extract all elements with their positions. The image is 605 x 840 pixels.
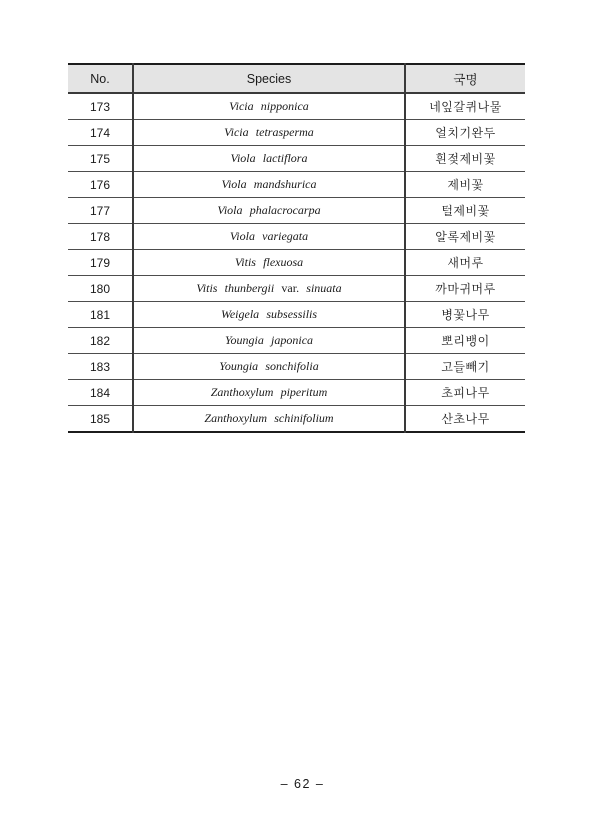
- table-row: [68, 276, 525, 302]
- row-number-cell: 182: [68, 328, 133, 354]
- species-name-italic: Vicia tetrasperma: [224, 125, 314, 139]
- table-row: [68, 224, 525, 250]
- row-number-cell: 183: [68, 354, 133, 380]
- table-row: [68, 354, 525, 380]
- species-name-italic: Vicia nipponica: [229, 99, 309, 113]
- korean-name-cell: 고들빼기: [405, 354, 525, 380]
- korean-name-cell: 털제비꽃: [405, 198, 525, 224]
- species-name-italic: Viola mandshurica: [221, 177, 317, 191]
- table-row: [68, 302, 525, 328]
- row-number-cell: 175: [68, 146, 133, 172]
- species-name-italic: sinuata: [306, 281, 342, 295]
- row-number-cell: 184: [68, 380, 133, 406]
- species-name-italic: Vitis flexuosa: [234, 255, 304, 269]
- korean-name-cell: 흰젖제비꽃: [405, 146, 525, 172]
- species-name-cell: [133, 172, 405, 198]
- korean-name-cell: 얼치기완두: [405, 120, 525, 146]
- row-number-cell: 178: [68, 224, 133, 250]
- species-name-cell: [133, 328, 405, 354]
- row-number-cell: 173: [68, 93, 133, 120]
- korean-name-cell: 병꽃나무: [405, 302, 525, 328]
- row-number-cell: 177: [68, 198, 133, 224]
- korean-name-cell: 산초나무: [441, 412, 490, 426]
- korean-name-cell: 알록제비꽃: [405, 224, 525, 250]
- row-number-cell: 174: [68, 120, 133, 146]
- table-row: [68, 406, 525, 433]
- table-row: [68, 146, 525, 172]
- species-name-cell: [133, 406, 405, 433]
- row-number-cell: 181: [68, 302, 133, 328]
- species-name-cell: [133, 93, 405, 120]
- species-name-italic: Weigela subsessilis: [220, 307, 318, 321]
- page-number: – 62 –: [280, 777, 325, 791]
- species-name-italic: Viola phalacrocarpa: [217, 203, 321, 217]
- species-name-italic: Youngia sonchifolia: [219, 359, 319, 373]
- table-row: [68, 120, 525, 146]
- species-name-cell: [133, 146, 405, 172]
- row-number-cell: 179: [68, 250, 133, 276]
- species-name-cell: [133, 354, 405, 380]
- species-name-italic: Youngia japonica: [224, 333, 314, 347]
- header-korean-name: 국명: [405, 64, 525, 93]
- korean-name-cell: 초피나무: [405, 380, 525, 406]
- row-number-cell: 180: [68, 276, 133, 302]
- species-name-italic: Zanthoxylum schinifolium: [204, 411, 334, 425]
- korean-name-cell: 제비꽃: [405, 172, 525, 198]
- species-name-cell: [133, 276, 405, 302]
- korean-name-cell: 까마귀머루: [405, 276, 525, 302]
- row-number-cell: 176: [68, 172, 133, 198]
- table-row: [68, 172, 525, 198]
- korean-name-cell: 네잎갈퀴나물: [405, 93, 525, 120]
- table-row: [68, 250, 525, 276]
- table-row: [68, 93, 525, 120]
- species-table: [68, 63, 525, 433]
- species-name-cell: [133, 380, 405, 406]
- species-name-italic: Vitis thunbergii: [196, 281, 275, 295]
- species-name-cell: [133, 250, 405, 276]
- species-name-italic: Viola variegata: [229, 229, 309, 243]
- species-name-roman: var.: [281, 281, 300, 295]
- table-row: [68, 328, 525, 354]
- species-name-cell: [133, 120, 405, 146]
- species-name-cell: [133, 302, 405, 328]
- korean-name-cell: 뽀리뱅이: [405, 328, 525, 354]
- header-no: No.: [68, 64, 133, 93]
- korean-name-cell: 새머루: [405, 250, 525, 276]
- table-body: [68, 93, 525, 432]
- species-name-italic: Viola lactiflora: [230, 151, 308, 165]
- table-row: [68, 198, 525, 224]
- table-header-row: [68, 64, 525, 93]
- table-row: [68, 380, 525, 406]
- species-name-cell: [133, 224, 405, 250]
- row-number-cell: 185: [68, 406, 133, 433]
- species-name-cell: [133, 198, 405, 224]
- species-name-italic: Zanthoxylum piperitum: [210, 385, 328, 399]
- header-species: Species: [133, 64, 405, 93]
